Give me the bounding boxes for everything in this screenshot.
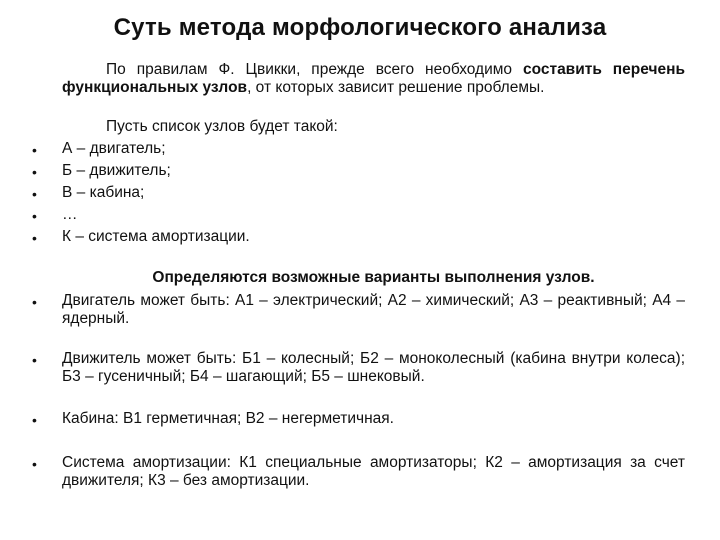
bullet-node-1: • [32,142,37,158]
intro-text-part1: По правилам Ф. Цвикки, прежде всего необходимо [106,61,523,78]
list-intro: Пусть список узлов будет такой: [106,118,338,135]
bullet-variant-3: • [32,412,37,428]
variant-item: Кабина: В1 герметичная; В2 – негерметичная. [62,410,394,427]
node-item: Б – движитель; [62,162,171,179]
bullet-variant-4: • [32,456,37,472]
variants-heading: Определяются возможные варианты выполнения узлов. [152,269,595,286]
intro-indent [62,61,106,78]
slide-title: Суть метода морфологического анализа [113,14,607,41]
variant-item: Двигатель может быть: А1 – электрический; А2 – химический; А3 – реактивный; А4 – ядерный. [62,292,685,327]
bullet-node-4: • [32,208,37,224]
intro-text-part2: , от которых зависит решение проблемы. [247,79,545,96]
node-item: … [62,206,78,223]
variant-item: Система амортизации: К1 специальные амортизаторы; К2 – амортизация за счет движителя; К3 – без амортизации. [62,454,685,489]
node-item: В – кабина; [62,184,145,201]
bullet-node-5: • [32,230,37,246]
bullet-variant-2: • [32,352,37,368]
variant-item: Движитель может быть: Б1 – колесный; Б2 – моноколесный (кабина внутри колеса); Б3 – гусеничный; Б4 – шагающий; Б5 – шнековый. [62,350,685,385]
intro-paragraph [62,61,685,97]
bullet-variant-1: • [32,294,37,310]
bullet-node-3: • [32,186,37,202]
node-item: К – система амортизации. [62,228,250,245]
intro-text-bold: составить перечень функциональных узлов [62,61,685,96]
node-item: А – двигатель; [62,140,166,157]
bullet-node-2: • [32,164,37,180]
